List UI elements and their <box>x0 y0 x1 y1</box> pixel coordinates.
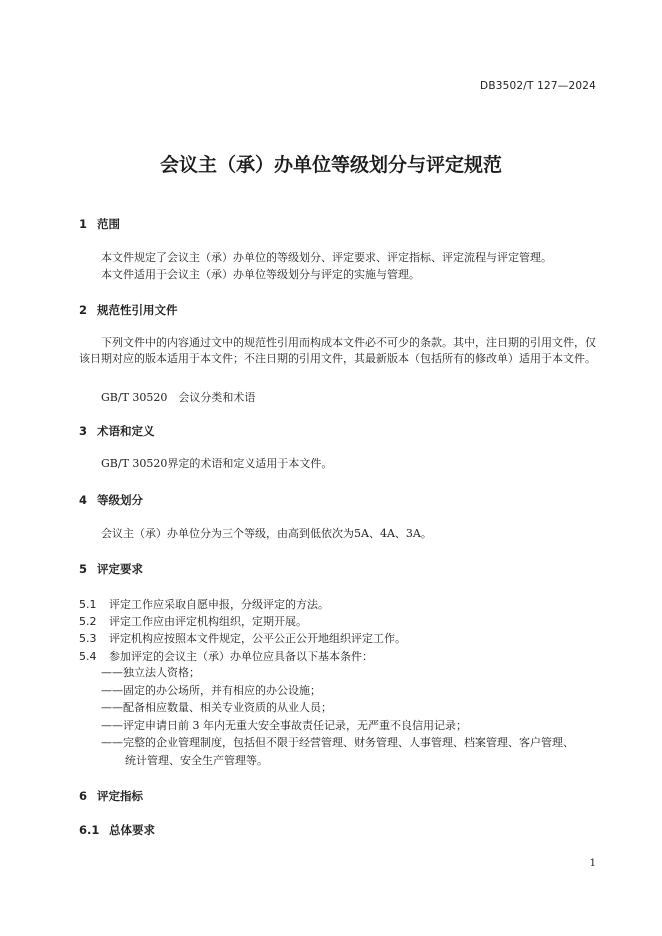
clause-5-1 <box>79 596 329 612</box>
section-6-heading <box>79 788 143 804</box>
section-title: 术语和定义 <box>97 424 155 438</box>
clause-5-3 <box>79 630 406 646</box>
subsection-number: 6.1 <box>79 823 100 837</box>
clause-text: 评定工作应由评定机构组织，定期开展。 <box>109 615 307 628</box>
section-3-heading <box>79 423 155 439</box>
section-number: 2 <box>79 303 88 317</box>
subsection-6-1-heading <box>79 822 155 838</box>
section-number: 6 <box>79 789 88 803</box>
section-4-heading <box>79 492 143 508</box>
clause-5-4 <box>79 648 373 664</box>
section-1-heading <box>79 216 120 232</box>
clause-5-2 <box>79 613 307 629</box>
section-number: 5 <box>79 562 88 576</box>
document-title: 会议主（承）办单位等级划分与评定规范 <box>159 154 502 176</box>
condition-item-3: ——配备相应数量、相关专业资质的从业人员； <box>101 701 332 714</box>
condition-item-5-line-1: ——完整的企业管理制度，包括但不限于经营管理、财务管理、人事管理、档案管理、客户管理、 <box>101 736 574 749</box>
condition-item-5 <box>101 735 601 769</box>
section-number: 1 <box>79 217 88 231</box>
section-2-heading <box>79 302 178 318</box>
section-number: 4 <box>79 493 88 507</box>
section-title: 评定要求 <box>97 562 143 576</box>
clause-number: 5.3 <box>79 632 97 645</box>
section-title: 规范性引用文件 <box>97 303 178 317</box>
section-5-heading <box>79 561 143 577</box>
grading-paragraph: 会议主（承）办单位分为三个等级，由高到低依次为5A、4A、3A。 <box>101 527 432 540</box>
standard-code: DB3502/T 127—2024 <box>480 80 596 92</box>
terms-paragraph: GB/T 30520界定的术语和定义适用于本文件。 <box>101 457 333 470</box>
condition-item-5-line-2: 统计管理、安全生产管理等。 <box>125 754 268 767</box>
section-title: 等级划分 <box>97 493 143 507</box>
condition-item-2: ——固定的办公场所，并有相应的办公设施； <box>101 684 321 697</box>
clause-number: 5.2 <box>79 615 97 628</box>
condition-item-1: ——独立法人资格； <box>101 666 200 679</box>
section-title: 评定指标 <box>97 789 143 803</box>
clause-text: 参加评定的会议主（承）办单位应具备以下基本条件： <box>109 650 373 663</box>
condition-item-4: ——评定申请日前 3 年内无重大安全事故责任记录，无严重不良信用记录； <box>101 719 467 732</box>
section-number: 3 <box>79 424 88 438</box>
clause-number: 5.4 <box>79 650 97 663</box>
clause-text: 评定工作应采取自愿申报，分级评定的方法。 <box>109 598 329 611</box>
section-title: 范围 <box>97 217 120 231</box>
clause-number: 5.1 <box>79 598 97 611</box>
clause-text: 评定机构应按照本文件规定，公平公正公开地组织评定工作。 <box>109 632 406 645</box>
scope-paragraph-2: 本文件适用于会议主（承）办单位等级划分与评定的实施与管理。 <box>101 268 420 281</box>
normative-references-paragraph: 下列文件中的内容通过文中的规范性引用而构成本文件必不可少的条款。其中，注日期的引用文件，仅该日期对应的版本适用于本文件；不注日期的引用文件，其最新版本（包括所有的修改单）适用于本文件。 <box>79 336 596 365</box>
scope-paragraph-1: 本文件规定了会议主（承）办单位的等级划分、评定要求、评定指标、评定流程与评定管理。 <box>101 251 552 264</box>
page-number: 1 <box>589 858 596 869</box>
reference-gbt30520: GB/T 30520 会议分类和术语 <box>101 391 256 404</box>
subsection-title: 总体要求 <box>109 823 155 837</box>
